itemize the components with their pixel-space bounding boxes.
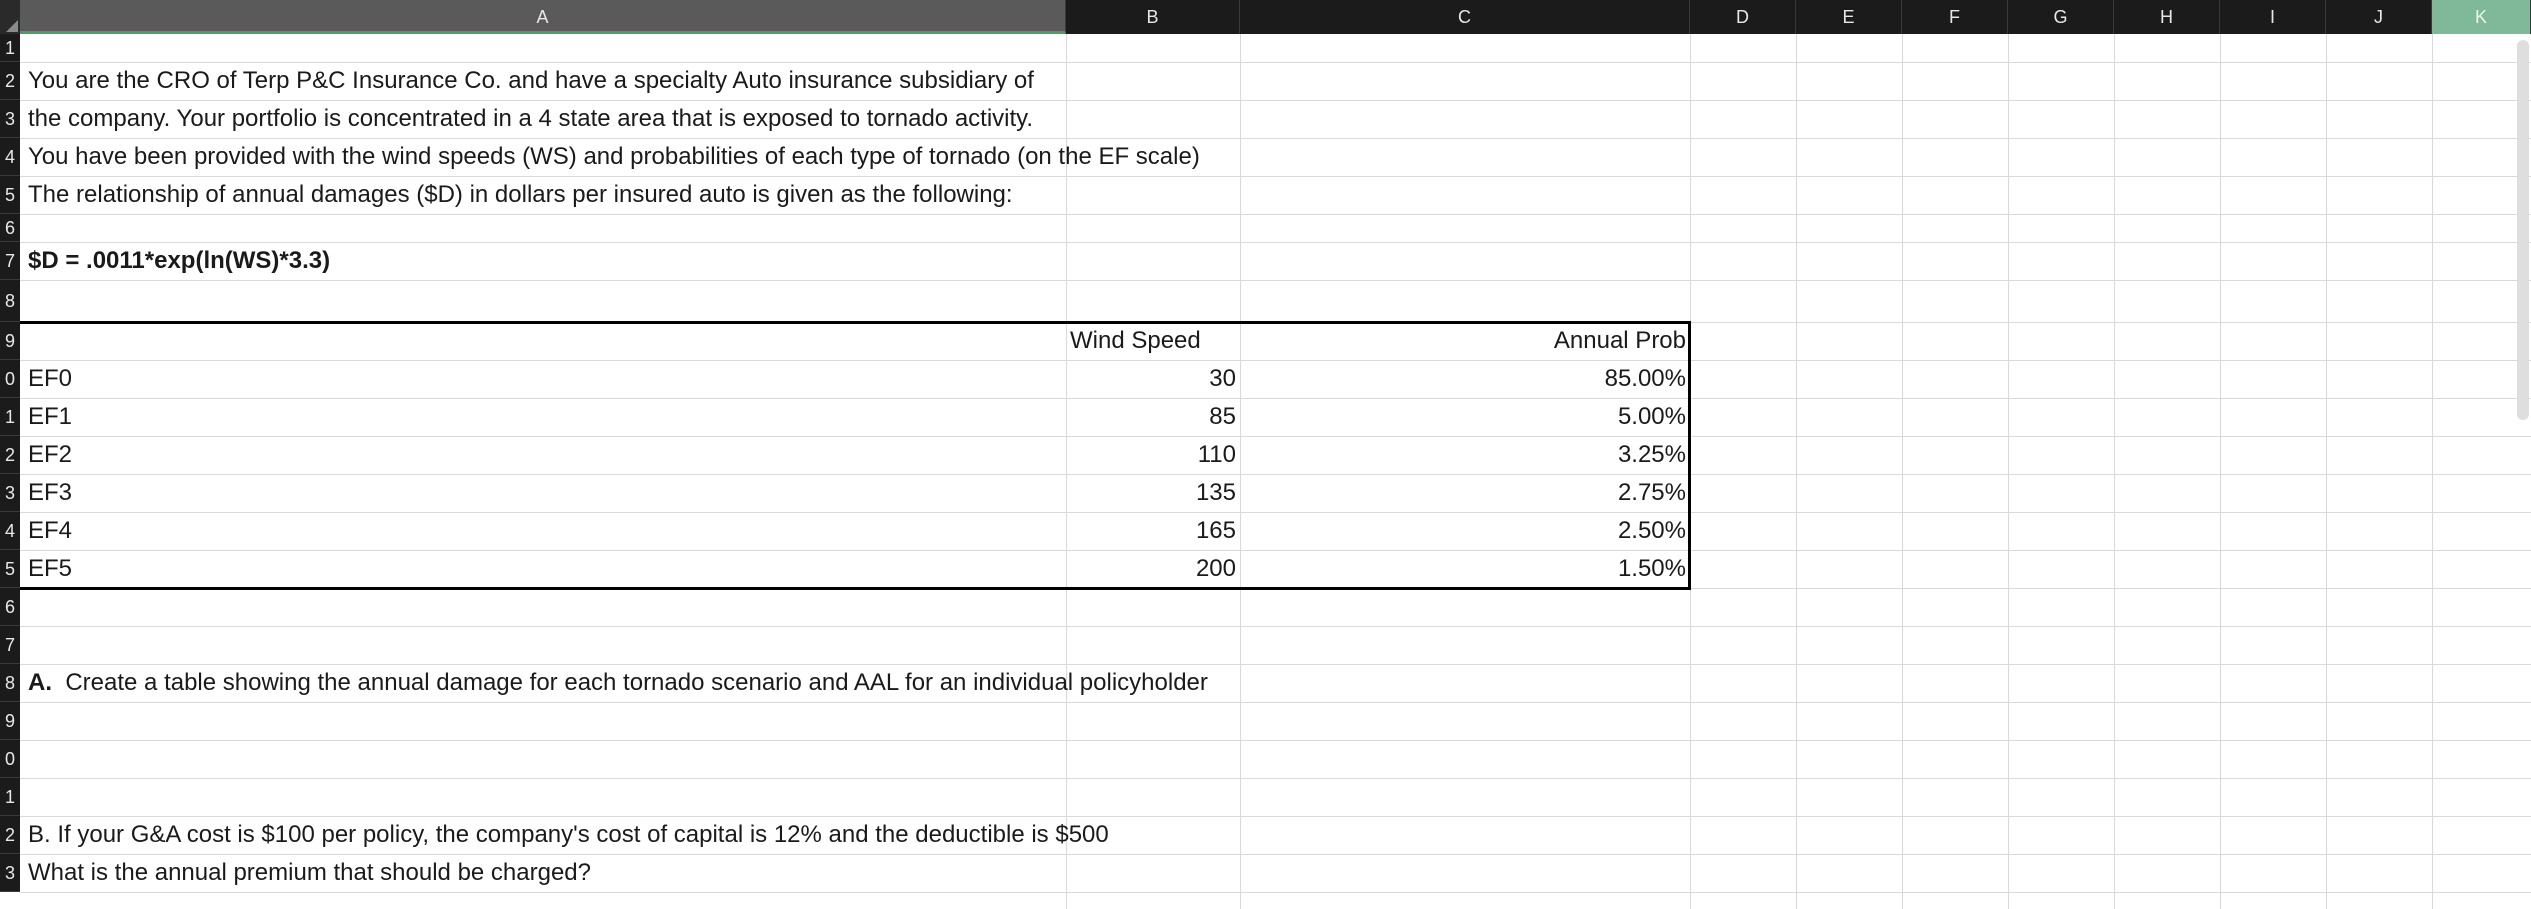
table-header-wind-speed[interactable]: Wind Speed <box>1070 327 1201 354</box>
row-header[interactable]: 0 <box>0 740 20 778</box>
column-gridline <box>2326 34 2327 909</box>
row-header[interactable]: 4 <box>0 138 20 176</box>
select-all-corner[interactable] <box>0 0 20 34</box>
table-cell-annual-prob[interactable]: 2.50% <box>1617 517 1686 544</box>
table-cell-ef-label[interactable]: EF3 <box>28 479 73 506</box>
table-cell-ef-label[interactable]: EF4 <box>28 517 73 544</box>
row-header[interactable]: 8 <box>0 280 20 322</box>
column-gridline <box>2220 34 2221 909</box>
row-header[interactable]: 7 <box>0 242 20 280</box>
column-header-i[interactable]: I <box>2220 0 2326 34</box>
question-a-text: Create a table showing the annual damage for each tornado scenario and AAL for an individual policyholder <box>65 669 1208 696</box>
row-header[interactable]: 2 <box>0 436 20 474</box>
row-header[interactable]: 9 <box>0 322 20 360</box>
column-header-b[interactable]: B <box>1066 0 1240 34</box>
column-gridline <box>2008 34 2009 909</box>
table-cell-wind-speed[interactable]: 135 <box>1195 479 1236 506</box>
column-gridline <box>2432 34 2433 909</box>
cell-a22-question-b[interactable]: B. If your G&A cost is $100 per policy, the company's cost of capital is 12% and the deductible is $500 <box>28 821 1109 848</box>
column-header-d[interactable]: D <box>1690 0 1796 34</box>
column-header-f[interactable]: F <box>1902 0 2008 34</box>
column-header-g[interactable]: G <box>2008 0 2114 34</box>
vertical-scrollbar[interactable] <box>2517 40 2529 420</box>
table-cell-annual-prob[interactable]: 3.25% <box>1617 441 1686 468</box>
row-header[interactable]: 5 <box>0 550 20 588</box>
table-cell-ef-label[interactable]: EF1 <box>28 403 73 430</box>
table-cell-wind-speed[interactable]: 110 <box>1197 441 1236 468</box>
column-header-e[interactable]: E <box>1796 0 1902 34</box>
row-gridline <box>20 214 2531 215</box>
table-cell-wind-speed[interactable]: 85 <box>1209 403 1236 430</box>
row-header[interactable]: 8 <box>0 664 20 702</box>
cell-a3[interactable]: the company. Your portfolio is concentrated in a 4 state area that is exposed to tornado activity. <box>28 105 1034 132</box>
cell-a2[interactable]: You are the CRO of Terp P&C Insurance Co. and have a specialty Auto insurance subsidiary of <box>28 67 1034 94</box>
table-cell-ef-label[interactable]: EF0 <box>28 365 73 392</box>
select-all-triangle-icon <box>6 20 18 32</box>
row-header[interactable]: 6 <box>0 214 20 242</box>
column-gridline <box>1902 34 1903 909</box>
row-gridline <box>20 740 2531 741</box>
column-header-a[interactable]: A <box>20 0 1066 34</box>
row-gridline <box>20 626 2531 627</box>
row-header[interactable]: 1 <box>0 398 20 436</box>
table-border-bottom <box>20 587 1690 590</box>
row-header[interactable]: 1 <box>0 778 20 816</box>
column-header-k[interactable]: K <box>2432 0 2531 34</box>
cell-a4[interactable]: You have been provided with the wind speeds (WS) and probabilities of each type of tornado (on the EF scale) <box>28 143 1200 170</box>
row-header[interactable]: 0 <box>0 360 20 398</box>
table-cell-annual-prob[interactable]: 2.75% <box>1617 479 1686 506</box>
table-cell-ef-label[interactable]: EF2 <box>28 441 73 468</box>
table-cell-wind-speed[interactable]: 200 <box>1195 555 1236 582</box>
table-border-top <box>20 321 1690 324</box>
column-gridline <box>1796 34 1797 909</box>
column-header-j[interactable]: J <box>2326 0 2432 34</box>
row-header[interactable]: 5 <box>0 176 20 214</box>
column-header-c[interactable]: C <box>1240 0 1690 34</box>
table-cell-ef-label[interactable]: EF5 <box>28 555 73 582</box>
row-header[interactable]: 3 <box>0 854 20 892</box>
row-header[interactable]: 3 <box>0 100 20 138</box>
table-cell-annual-prob[interactable]: 5.00% <box>1617 403 1686 430</box>
row-header[interactable]: 9 <box>0 702 20 740</box>
cell-a23[interactable]: What is the annual premium that should be charged? <box>28 859 592 886</box>
row-gridline <box>20 892 2531 893</box>
column-gridline <box>2114 34 2115 909</box>
row-header[interactable]: 6 <box>0 588 20 626</box>
row-header[interactable]: 3 <box>0 474 20 512</box>
row-gridline <box>20 242 2531 243</box>
table-border-right <box>1688 321 1691 590</box>
table-cell-wind-speed[interactable]: 165 <box>1195 517 1236 544</box>
row-gridline <box>20 702 2531 703</box>
table-cell-annual-prob[interactable]: 85.00% <box>1604 365 1686 392</box>
row-header[interactable]: 4 <box>0 512 20 550</box>
row-header[interactable]: 2 <box>0 816 20 854</box>
table-cell-wind-speed[interactable]: 30 <box>1209 365 1236 392</box>
table-header-annual-prob[interactable]: Annual Prob <box>1553 327 1686 354</box>
row-header[interactable]: 7 <box>0 626 20 664</box>
cell-a7-formula[interactable]: $D = .0011*exp(ln(WS)*3.3) <box>28 247 331 274</box>
row-header[interactable]: 1 <box>0 34 20 62</box>
cell-a5[interactable]: The relationship of annual damages ($D) in dollars per insured auto is given as the following: <box>28 181 1013 208</box>
question-a-marker: A. <box>28 669 52 696</box>
row-gridline <box>20 778 2531 779</box>
cell-a18-question-a[interactable] <box>24 664 1212 702</box>
table-cell-annual-prob[interactable]: 1.50% <box>1617 555 1686 582</box>
row-header[interactable]: 2 <box>0 62 20 100</box>
column-header-h[interactable]: H <box>2114 0 2220 34</box>
row-gridline <box>20 280 2531 281</box>
